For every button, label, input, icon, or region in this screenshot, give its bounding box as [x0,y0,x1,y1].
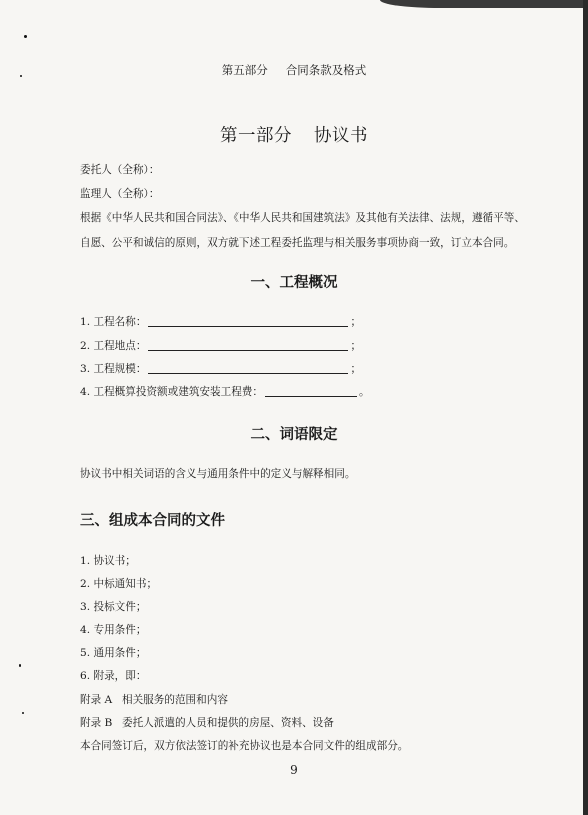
field-end-mark: 。 [358,386,370,398]
fill-in-line[interactable] [148,349,348,351]
appendix-label: 附录 B [80,717,113,729]
scan-speck [22,712,24,714]
list-item: 2. 中标通知书； [80,578,158,590]
scan-speck [24,35,27,38]
fill-in-line[interactable] [148,325,348,327]
field-row-project-location [80,338,361,353]
client-line: 委托人（全称）： [80,164,160,176]
supervisor-line: 监理人（全称）： [80,188,160,200]
preamble-line-2: 自愿、公平和诚信的原则，双方就下述工程委托监理与相关服务事项协商一致，订立本合同。 [80,237,515,249]
list-item: 3. 投标文件； [80,601,147,613]
field-label: 2. 工程地点： [80,340,147,352]
field-row-investment [80,384,370,399]
appendix-label: 附录 A [80,694,113,706]
preamble-line-1: 根据《中华人民共和国合同法》、《中华人民共和国建筑法》及其他有关法律、法规，遵循平等、 [80,212,525,224]
section-heading-project-overview: 一、工程概况 [250,275,338,291]
fill-in-line[interactable] [265,395,357,397]
field-row-project-scale [80,361,361,376]
appendix-a [80,692,228,707]
part-title-text: 协议书 [314,126,368,146]
section-header-title: 合同条款及格式 [285,63,367,77]
field-label: 1. 工程名称： [80,316,147,328]
part-title-number: 第一部分 [220,126,292,146]
appendix-text: 相关服务的范围和内容 [122,694,228,706]
field-end-mark: ； [350,316,362,328]
page-number: 9 [290,763,298,777]
page-title [0,122,588,147]
section-heading-contract-documents: 三、组成本合同的文件 [80,513,225,529]
field-row-project-name [80,314,361,329]
closing-text: 本合同签订后，双方依法签订的补充协议也是本合同文件的组成部分。 [80,740,409,752]
scan-speck [19,664,21,667]
field-label: 4. 工程概算投资额或建筑安装工程费： [80,386,263,398]
section-header-part: 第五部分 [221,63,268,77]
field-end-mark: ； [350,340,362,352]
list-item: 4. 专用条件； [80,624,147,636]
field-end-mark: ； [350,363,362,375]
section-header [0,62,588,78]
appendix-b [80,715,334,730]
appendix-text: 委托人派遣的人员和提供的房屋、资料、设备 [122,717,334,729]
definitions-text: 协议书中相关词语的含义与通用条件中的定义与解释相同。 [80,468,356,480]
field-label: 3. 工程规模： [80,363,147,375]
list-item: 6. 附录，即： [80,670,147,682]
section-heading-definitions: 二、词语限定 [250,427,338,443]
fill-in-line[interactable] [148,372,348,374]
list-item: 5. 通用条件； [80,647,147,659]
list-item: 1. 协议书； [80,555,136,567]
scan-shadow [380,0,588,8]
